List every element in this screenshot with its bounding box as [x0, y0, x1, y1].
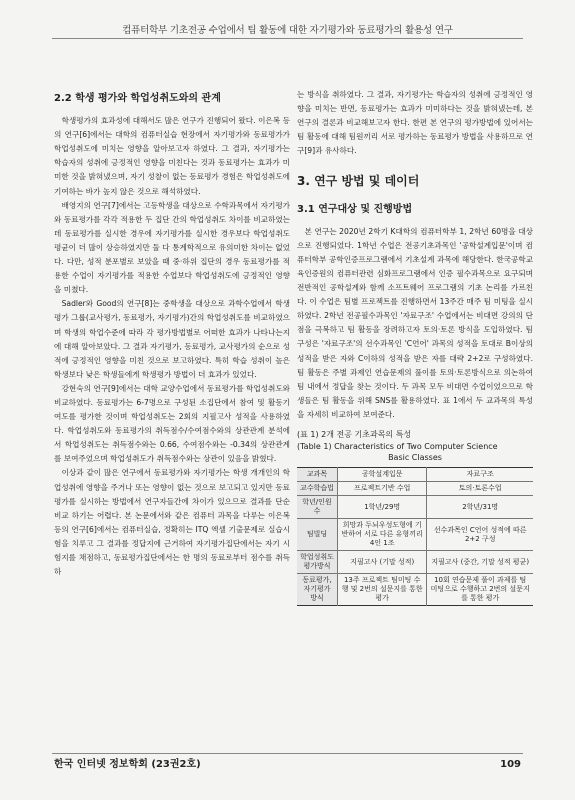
- paragraph: 본 연구는 2020년 2학기 K대학의 컴퓨터학부 1, 2학년 60명을 대상으로 진행되었다. 1학년 수업은 전공기초과목인 '공학설계입문'이며 컴퓨터학부 공학인증프로그램에서 기초설계 과목에 해당한다. 한국공학교육인증원의 컴퓨터관련 심화프로그램에서 인증 필수과목으로 요구되며 전반적인 공학설계와 함께 소프트웨어 프로그램의 기초 논리를 가르친다. 이 수업은 팀별 프로젝트를 진행하면서 13주간 매주 팀 미팅을 실시하였다. 2학년 전공필수과목인 '자료구조' 수업에서는 비대면 강의의 단점을 극복하고 팀 활동을 장려하고자 토의·토론 방식을 도입하였다. 팀 구성은 '자료구조'의 선수과목인 'C언어' 과목의 성적을 토대로 B이상의 성적을 받은 자와 C이하의 성적을 받은 자를 대략 2+2로 구성하였다. 팀 활동은 주별 과제인 연습문제의 풀이를 토의·토론방식으로 의논하여 팀 내에서 정답을 찾는 것이다. 두 과목 모두 비대면 수업이었으므로 학생들은 팀 활동을 위해 SNS를 활용하였다. 표 1에서 두 교과목의 특성을 자세히 비교하여 보여준다.: [297, 226, 533, 419]
- table-row: [297, 519, 533, 551]
- paragraph: 는 방식을 취하였다. 그 결과, 자기평가는 학습자의 성취에 긍정적인 영향을 미치는 반면, 동료평가는 효과가 미미하다는 것을 밝혀냈는데, 본 연구의 결론과 비교해보고자 한다. 한편 본 연구의 평가방법에 있어서는 팀 활동에 대해 팀원끼리 서로 평가하는 동료평가 방법을 사용하므로 연구[9]과 유사하다.: [297, 90, 533, 156]
- header-rule: [52, 38, 523, 39]
- paragraph: Sadler와 Good의 연구[8]는 중학생을 대상으로 과학수업에서 학생평가 그룹(교사평가, 동료평가, 자기평가)간의 학업성취도를 비교하였으며 학생의 학업수준에 따라 각 평가방법별로 어떠한 효과가 나타나는지에 대해 알아보았다. 그 결과 자기평가, 동료평가, 교사평가의 순으로 성적에 긍정적인 영향을 미친 것으로 보고하였다. 특히 학습 성취이 높은 학생보다 낮은 학생들에게 학생평가 방법이 더 효과가 있었다.: [54, 299, 290, 379]
- table-cell: 학업성취도 평가방식: [297, 551, 337, 574]
- table-row: [297, 496, 533, 519]
- table-cell: 1학년/29명: [337, 496, 426, 519]
- characteristics-table: [297, 467, 533, 606]
- table-caption-korean: (표 1) 2개 전공 기초과목의 특성: [297, 429, 412, 439]
- left-column: [54, 92, 290, 579]
- table-cell: 토의·토론수업: [427, 482, 533, 496]
- table-row: [297, 574, 533, 606]
- table-caption-english-line1: (Table 1) Characteristics of Two Computer Science: [297, 442, 498, 452]
- table-cell: 교과목: [297, 468, 337, 482]
- table-cell: 학년/인원수: [297, 496, 337, 519]
- section-heading-3-1: 3.1 연구대상 및 진행방법: [297, 203, 413, 215]
- table-cell: 희망과 두뇌우성도형에 기반하여 서로 다른 유형끼리 4인 1조: [337, 519, 426, 551]
- table-cell: 2학년/31명: [427, 496, 533, 519]
- table-cell: 프로젝트기반 수업: [337, 482, 426, 496]
- section-heading-3: 3. 연구 방법 및 데이터: [297, 174, 420, 189]
- table-cell: 팀빌딩: [297, 519, 337, 551]
- running-header: 컴퓨터학부 기초전공 수업에서 팀 활동에 대한 자기평가와 동료평가의 활용성 연구: [122, 25, 453, 36]
- section-heading-2-2: 2.2 학생 평가와 학업성취도와의 관계: [54, 93, 221, 104]
- table-caption-english-line2: Basic Classes: [388, 452, 442, 462]
- table-cell: 지필고사 (중간, 기말 성적 평균): [427, 551, 533, 574]
- paragraph: 배영지의 연구[7]에서는 고등학생을 대상으로 수학과목에서 자기평가와 동료평가를 각각 적용한 두 집단 간의 학업성취도 차이를 비교하였는데 동료평가를 실시한 경우에 자기평가를 실시한 경우보다 학업성취도 평균이 더 많이 상승하였지만 둘 다 통계학적으로 유의미한 차이는 없었다. 다만, 성적 분포별로 보았을 때 중·하위 집단의 경우 동료평가를 적용한 수업이 자기평가를 적용한 수업보다 학업성취도에 긍정적인 영향을 미쳤다.: [54, 200, 290, 295]
- paragraph: 강현숙의 연구[9]에서는 대학 교양수업에서 동료평가를 학업성취도와 비교하였다. 동료평가는 6-7명으로 구성된 소집단에서 참여 및 활동기여도를 평가한 것이며 학업성취도는 2회의 지필고사 성적을 사용하였다. 학업성취도와 동료평가의 취득점수/수여점수와의 상관관계 분석에서 학업성취도는 취득점수와는 0.66, 수여점수와는 -0.34의 상관관계를 보여주었으며 학업성취도가 취득점수와는 상관이 있음을 밝혔다.: [54, 383, 290, 464]
- table-cell: 13주 프로젝트 팀미팅 수행 및 2번의 설문지를 통한 평가: [337, 574, 426, 606]
- table-cell: 동료평가, 자기평가 방식: [297, 574, 337, 606]
- table-caption-english: [297, 442, 533, 463]
- paragraph: 학생평가의 효과성에 대해서도 많은 연구가 진행되어 왔다. 이은복 등의 연구[6]에서는 대학의 컴퓨터실습 현장에서 자기평가와 동료평가가 학업성취도에 미치는 영향을 알아보고자 하였다. 그 결과, 자기평가는 학습자의 성취에 긍정적인 영향을 미친다는 것과 동료평가는 효과가 미미한 것을 밝혀냈으며, 자기 성찰이 없는 동료평가 경험은 학업성취도에 기여하는 바가 높지 않은 것으로 해석하였다.: [54, 116, 290, 196]
- journal-name: 한국 인터넷 정보학회 (23권2호): [54, 759, 201, 770]
- paragraph: 이상과 같이 많은 연구에서 동료평가와 자기평가는 학생 개개인의 학업성취에 영향을 주거나 또는 영향이 없는 것으로 보고되고 있지만 동료평가를 실시하는 방법에서 연구자들간에 차이가 있으므로 결과를 단순비교 하기는 어렵다. 본 논문에서와 같은 컴퓨터 과목을 다루는 이은복 등의 연구[6]에서는 컴퓨터실습, 정확히는 ITQ 엑셀 기출문제로 실습시험을 치루고 그 결과를 정답지에 근거하여 자기평가집단에서는 자기 시험지를 채점하고, 동료평가집단에서는 한 명의 동료로부터 점수를 취득하: [54, 468, 290, 577]
- table-cell: 교수학습법: [297, 482, 337, 496]
- table-row: [297, 551, 533, 574]
- table-cell: 10회 연습문제 풀이 과제를 팀 미팅으로 수행하고 2번의 설문지를 통한 평가: [427, 574, 533, 606]
- table-cell: 공학설계입문: [337, 468, 426, 482]
- footer-rule: [52, 753, 523, 754]
- table-row: [297, 468, 533, 482]
- table-cell: 선수과목인 C언어 성적에 따른 2+2 구성: [427, 519, 533, 551]
- page-number: 109: [500, 759, 521, 770]
- table-row: [297, 482, 533, 496]
- right-column: [297, 88, 533, 606]
- table-cell: 자료구조: [427, 468, 533, 482]
- table-cell: 지필고사 (기말 성적): [337, 551, 426, 574]
